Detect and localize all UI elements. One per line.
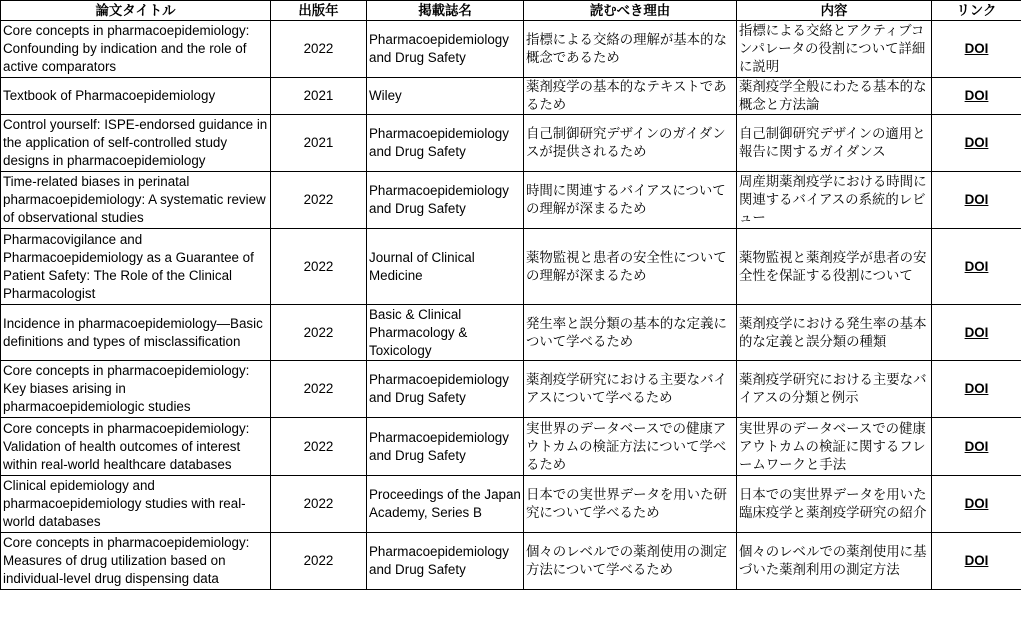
reading-reason: 指標による交絡の理解が基本的な概念であるため — [524, 21, 737, 78]
reading-reason: 発生率と誤分類の基本的な定義について学べるため — [524, 305, 737, 361]
paper-content: 薬物監視と薬剤疫学が患者の安全性を保証する役割について — [737, 229, 932, 305]
paper-content: 指標による交絡とアクティブコンパレータの役割について詳細に説明 — [737, 21, 932, 78]
paper-content: 薬剤疫学研究における主要なバイアスの分類と例示 — [737, 361, 932, 418]
link-cell — [932, 533, 1021, 590]
doi-link[interactable]: DOI — [964, 135, 989, 150]
table-row — [1, 229, 1021, 305]
publication-year: 2022 — [271, 533, 367, 590]
header-journal: 掲載誌名 — [367, 1, 524, 21]
link-cell — [932, 21, 1021, 78]
journal-name: Wiley — [367, 78, 524, 115]
publication-year: 2022 — [271, 172, 367, 229]
paper-title: Incidence in pharmacoepidemiology—Basic definitions and types of misclassification — [1, 305, 271, 361]
paper-content: 周産期薬剤疫学における時間に関連するバイアスの系統的レビュー — [737, 172, 932, 229]
link-cell — [932, 172, 1021, 229]
link-cell — [932, 78, 1021, 115]
header-year: 出版年 — [271, 1, 367, 21]
link-cell — [932, 476, 1021, 533]
reading-reason: 薬剤疫学研究における主要なバイアスについて学べるため — [524, 361, 737, 418]
table-row — [1, 533, 1021, 590]
paper-title: Pharmacovigilance and Pharmacoepidemiology as a Guarantee of Patient Safety: The Role of the Clinical Pharmacologist — [1, 229, 271, 305]
paper-title: Time-related biases in perinatal pharmacoepidemiology: A systematic review of observational studies — [1, 172, 271, 229]
paper-title: Core concepts in pharmacoepidemiology: Validation of health outcomes of interest within real-world healthcare databases — [1, 418, 271, 476]
journal-name: Pharmacoepidemiology and Drug Safety — [367, 361, 524, 418]
header-link: リンク — [932, 1, 1021, 21]
table-row — [1, 21, 1021, 78]
journal-name: Pharmacoepidemiology and Drug Safety — [367, 172, 524, 229]
publication-year: 2022 — [271, 476, 367, 533]
paper-title: Textbook of Pharmacoepidemiology — [1, 78, 271, 115]
reading-reason: 日本での実世界データを用いた研究について学べるため — [524, 476, 737, 533]
link-cell — [932, 229, 1021, 305]
publication-year: 2022 — [271, 21, 367, 78]
header-title: 論文タイトル — [1, 1, 271, 21]
link-cell — [932, 418, 1021, 476]
publication-year: 2021 — [271, 115, 367, 172]
journal-name: Pharmacoepidemiology and Drug Safety — [367, 115, 524, 172]
reading-reason: 薬剤疫学の基本的なテキストであるため — [524, 78, 737, 115]
doi-link[interactable]: DOI — [964, 438, 989, 454]
reading-reason: 時間に関連するバイアスについての理解が深まるため — [524, 172, 737, 229]
journal-name: Journal of Clinical Medicine — [367, 229, 524, 305]
table-row — [1, 305, 1021, 361]
publication-year: 2021 — [271, 78, 367, 115]
reading-reason: 自己制御研究デザインのガイダンスが提供されるため — [524, 115, 737, 172]
paper-content: 薬剤疫学全般にわたる基本的な概念と方法論 — [737, 78, 932, 115]
paper-title: Clinical epidemiology and pharmacoepidemiology studies with real-world databases — [1, 476, 271, 533]
paper-title: Control yourself: ISPE-endorsed guidance in the application of self-controlled study designs in pharmacoepidemiology — [1, 115, 271, 172]
paper-content: 薬剤疫学における発生率の基本的な定義と誤分類の種類 — [737, 305, 932, 361]
journal-name: Pharmacoepidemiology and Drug Safety — [367, 21, 524, 78]
doi-link[interactable]: DOI — [964, 88, 989, 103]
publication-year: 2022 — [271, 418, 367, 476]
journal-name: Basic & Clinical Pharmacology & Toxicology — [367, 305, 524, 361]
table-row — [1, 476, 1021, 533]
doi-link[interactable]: DOI — [964, 553, 989, 568]
paper-title: Core concepts in pharmacoepidemiology: Confounding by indication and the role of active comparators — [1, 21, 271, 78]
doi-link[interactable]: DOI — [964, 41, 989, 56]
publication-year: 2022 — [271, 305, 367, 361]
doi-link[interactable]: DOI — [964, 381, 989, 396]
reading-reason: 個々のレベルでの薬剤使用の測定方法について学べるため — [524, 533, 737, 590]
doi-link[interactable]: DOI — [964, 324, 989, 340]
reading-reason: 実世界のデータベースでの健康アウトカムの検証方法について学べるため — [524, 418, 737, 476]
publication-year: 2022 — [271, 361, 367, 418]
link-cell — [932, 305, 1021, 361]
reading-reason: 薬物監視と患者の安全性についての理解が深まるため — [524, 229, 737, 305]
paper-content: 個々のレベルでの薬剤使用に基づいた薬剤利用の測定方法 — [737, 533, 932, 590]
header-row — [1, 1, 1021, 21]
journal-name: Proceedings of the Japan Academy, Series B — [367, 476, 524, 533]
table-row — [1, 418, 1021, 476]
paper-content: 日本での実世界データを用いた臨床疫学と薬剤疫学研究の紹介 — [737, 476, 932, 533]
paper-title: Core concepts in pharmacoepidemiology: Measures of drug utilization based on individual-level drug dispensing data — [1, 533, 271, 590]
doi-link[interactable]: DOI — [964, 258, 989, 274]
link-cell — [932, 361, 1021, 418]
paper-title: Core concepts in pharmacoepidemiology: Key biases arising in pharmacoepidemiologic studies — [1, 361, 271, 418]
table-row — [1, 172, 1021, 229]
paper-content: 実世界のデータベースでの健康アウトカムの検証に関するフレームワークと手法 — [737, 418, 932, 476]
header-reason: 読むべき理由 — [524, 1, 737, 21]
doi-link[interactable]: DOI — [964, 192, 989, 207]
journal-name: Pharmacoepidemiology and Drug Safety — [367, 418, 524, 476]
link-cell — [932, 115, 1021, 172]
header-content: 内容 — [737, 1, 932, 21]
table-row — [1, 78, 1021, 115]
table-row — [1, 115, 1021, 172]
paper-content: 自己制御研究デザインの適用と報告に関するガイダンス — [737, 115, 932, 172]
publication-year: 2022 — [271, 229, 367, 305]
table-row — [1, 361, 1021, 418]
doi-link[interactable]: DOI — [964, 496, 989, 511]
journal-name: Pharmacoepidemiology and Drug Safety — [367, 533, 524, 590]
